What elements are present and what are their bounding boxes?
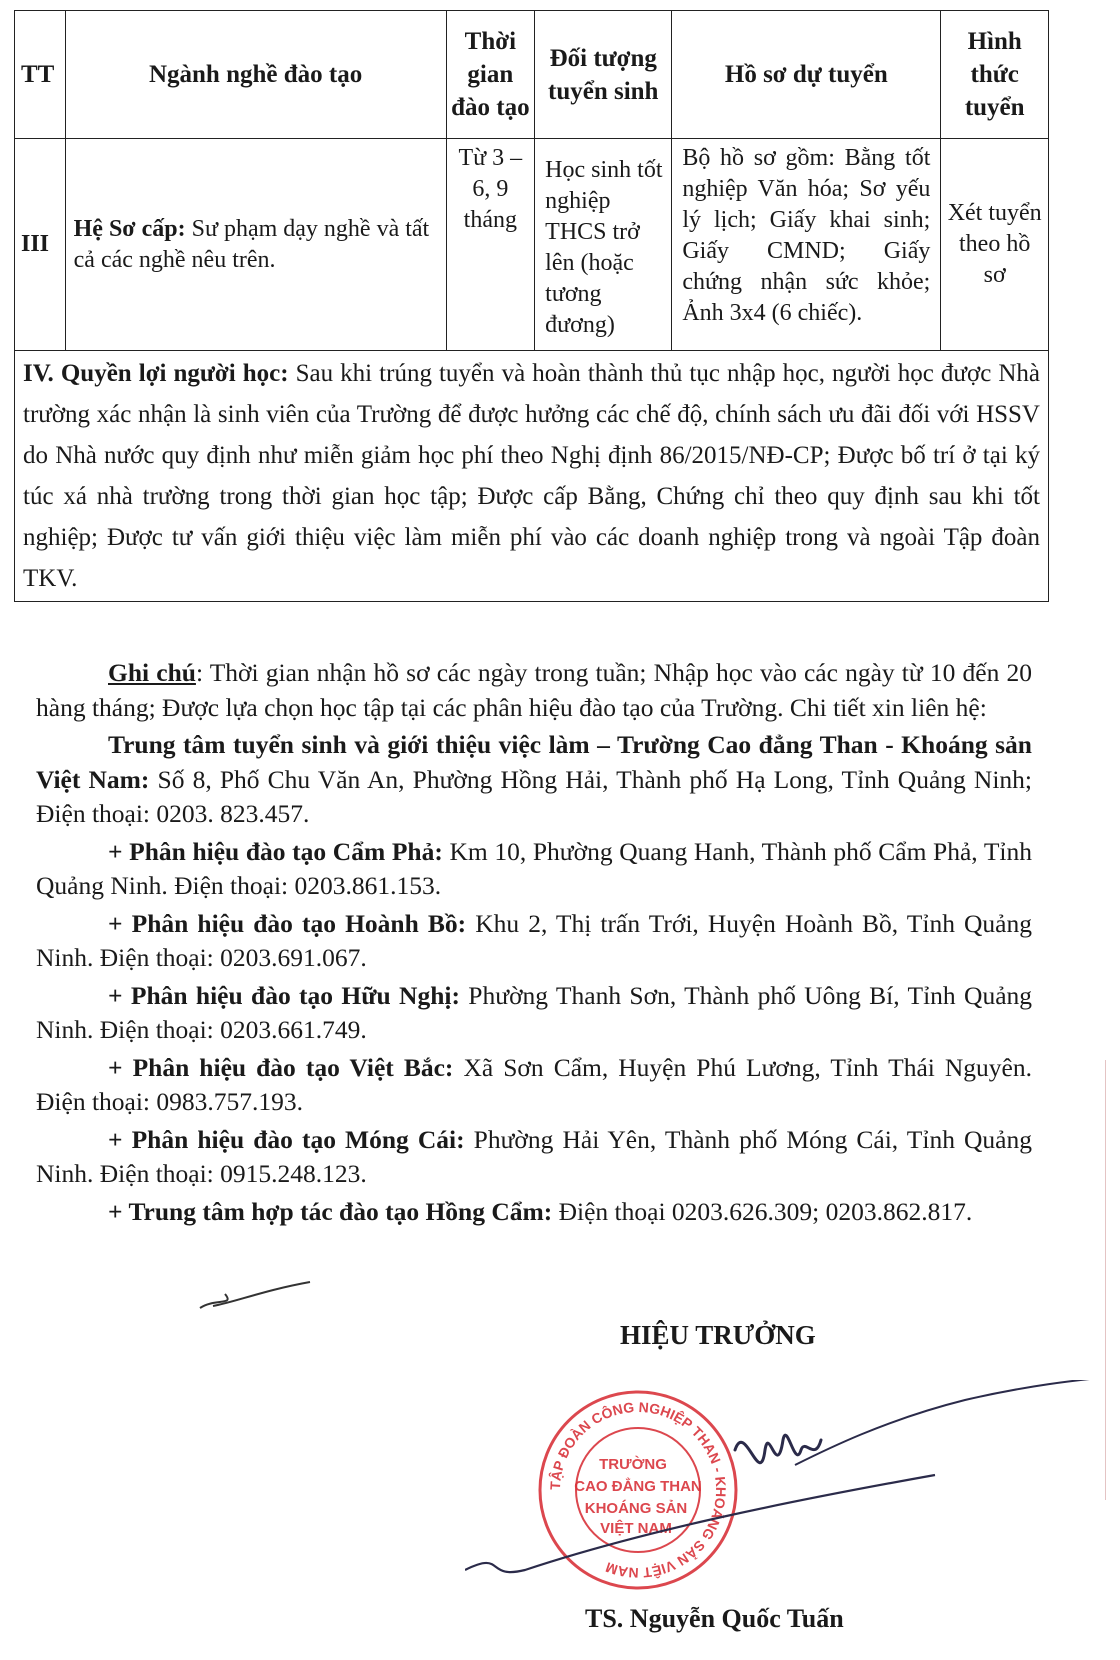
row-major-label: Hệ Sơ cấp:: [73, 215, 186, 242]
initial-mark: [195, 1276, 315, 1316]
branch-name: + Phân hiệu đào tạo Việt Bắc:: [108, 1052, 454, 1082]
admission-table: [14, 10, 1049, 602]
notes-label: Ghi chú: [108, 658, 196, 687]
seal-ring-text: TẬP ĐOÀN CÔNG NGHIỆP THAN - KHOÁNG SẢN VIỆT NAM: [546, 1398, 730, 1582]
branch-detail: Phường Thanh Sơn, Thành phố Uông Bí, Tỉnh Quảng Ninh. Điện thoại: 0203.661.749.: [36, 980, 1033, 1044]
row-number: III: [15, 139, 66, 351]
branch-detail: Xã Sơn Cẩm, Huyện Phú Lương, Tỉnh Thái Nguyên. Điện thoại: 0983.757.193.: [36, 1052, 1032, 1116]
branch-item: [36, 835, 1032, 904]
branch-item: [36, 1123, 1032, 1192]
header-method: Hình thức tuyển: [941, 11, 1049, 139]
branch-name: + Phân hiệu đào tạo Móng Cái:: [108, 1124, 465, 1154]
section4-text: Sau khi trúng tuyển và hoàn thành thủ tục nhập học, người học được Nhà trường xác nhận là sinh viên của Trường để được hưởng các chế độ, chính sách ưu đãi đối với HSSV do Nhà nước quy định như miễn giảm học phí theo Nghị định 86/2015/NĐ-CP; Được bố trí ở tại ký túc xá nhà trường trong thời gian học tập; Được cấp Bằng, Chứng chỉ theo quy định sau khi tốt nghiệp; Được tư vấn giới thiệu việc làm miễn phí vào các doanh nghiệp trong và ngoài Tập đoàn TKV.: [23, 360, 1040, 592]
seal-line: VIỆT NAM: [600, 1520, 672, 1537]
branch-detail: Phường Hải Yên, Thành phố Móng Cái, Tỉnh Quảng Ninh. Điện thoại: 0915.248.123.: [36, 1124, 1033, 1188]
section4-title: IV. Quyền lợi người học:: [23, 360, 289, 387]
notes-section: [36, 656, 1032, 1229]
branch-item: [36, 1051, 1032, 1120]
header-dossier: Hồ sơ dự tuyển: [672, 11, 941, 139]
edge-mark: [1105, 1060, 1106, 1500]
handwritten-signature: [465, 1380, 1120, 1600]
seal-line: CAO ĐẲNG THAN: [574, 1478, 702, 1495]
branch-item: [36, 907, 1032, 976]
branch-name: + Phân hiệu đào tạo Hữu Nghị:: [108, 980, 460, 1010]
section4-row: [15, 351, 1049, 602]
section4-cell: [15, 351, 1049, 602]
table-header-row: [15, 11, 1049, 139]
header-duration: Thời gian đào tạo: [446, 11, 535, 139]
row-duration: Từ 3 – 6, 9 tháng: [446, 139, 535, 351]
table-row: [15, 139, 1049, 351]
row-target: Học sinh tốt nghiệp THCS trở lên (hoặc tương đương): [535, 139, 672, 351]
branch-name: + Trung tâm hợp tác đào tạo Hồng Cẩm:: [108, 1196, 553, 1226]
center-detail: Số 8, Phố Chu Văn An, Phường Hồng Hải, Thành phố Hạ Long, Tỉnh Quảng Ninh; Điện thoại: 0203. 823.457.: [36, 764, 1032, 828]
signer-name: TS. Nguyễn Quốc Tuấn: [585, 1604, 844, 1633]
branch-detail: Km 10, Phường Quang Hanh, Thành phố Cẩm Phả, Tỉnh Quảng Ninh. Điện thoại: 0203.861.153.: [36, 836, 1032, 900]
branch-item: [36, 1195, 1032, 1230]
center-name: Trung tâm tuyển sinh và giới thiệu việc làm – Trường Cao đẳng Than - Khoáng sản Việt Nam:: [36, 730, 1032, 794]
row-method: Xét tuyển theo hồ sơ: [941, 139, 1049, 351]
seal-line: KHOÁNG SẢN: [584, 1500, 688, 1517]
branch-name: + Phân hiệu đào tạo Cẩm Phả:: [108, 836, 443, 866]
center-contact: [36, 728, 1032, 832]
branch-item: [36, 979, 1032, 1048]
notes-paragraph: [36, 656, 1032, 725]
header-tt: TT: [15, 11, 66, 139]
row-dossier: Bộ hồ sơ gồm: Bằng tốt nghiệp Văn hóa; Sơ yếu lý lịch; Giấy khai sinh; Giấy CMND; Giấy chứng nhận sức khỏe; Ảnh 3x4 (6 chiếc).: [672, 139, 941, 351]
row-major: [65, 139, 446, 351]
header-major: Ngành nghề đào tạo: [65, 11, 446, 139]
row-major-text: Sư phạm dạy nghề và tất cả các nghề nêu trên.: [73, 215, 430, 273]
branch-name: + Phân hiệu đào tạo Hoành Bồ:: [108, 908, 467, 938]
header-target: Đối tượng tuyển sinh: [535, 11, 672, 139]
signer-title: HIỆU TRƯỞNG: [620, 1320, 816, 1350]
branch-detail: Khu 2, Thị trấn Trới, Huyện Hoành Bồ, Tỉnh Quảng Ninh. Điện thoại: 0203.691.067.: [36, 908, 1033, 972]
branch-detail: Điện thoại 0203.626.309; 0203.862.817.: [552, 1196, 973, 1226]
seal-line: TRƯỜNG: [599, 1456, 667, 1473]
notes-text: : Thời gian nhận hồ sơ các ngày trong tuần; Nhập học vào các ngày từ 10 đến 20 hàng tháng; Được lựa chọn học tập tại các phân hiệu đào tạo của Trường. Chi tiết xin liên hệ:: [36, 658, 1032, 722]
